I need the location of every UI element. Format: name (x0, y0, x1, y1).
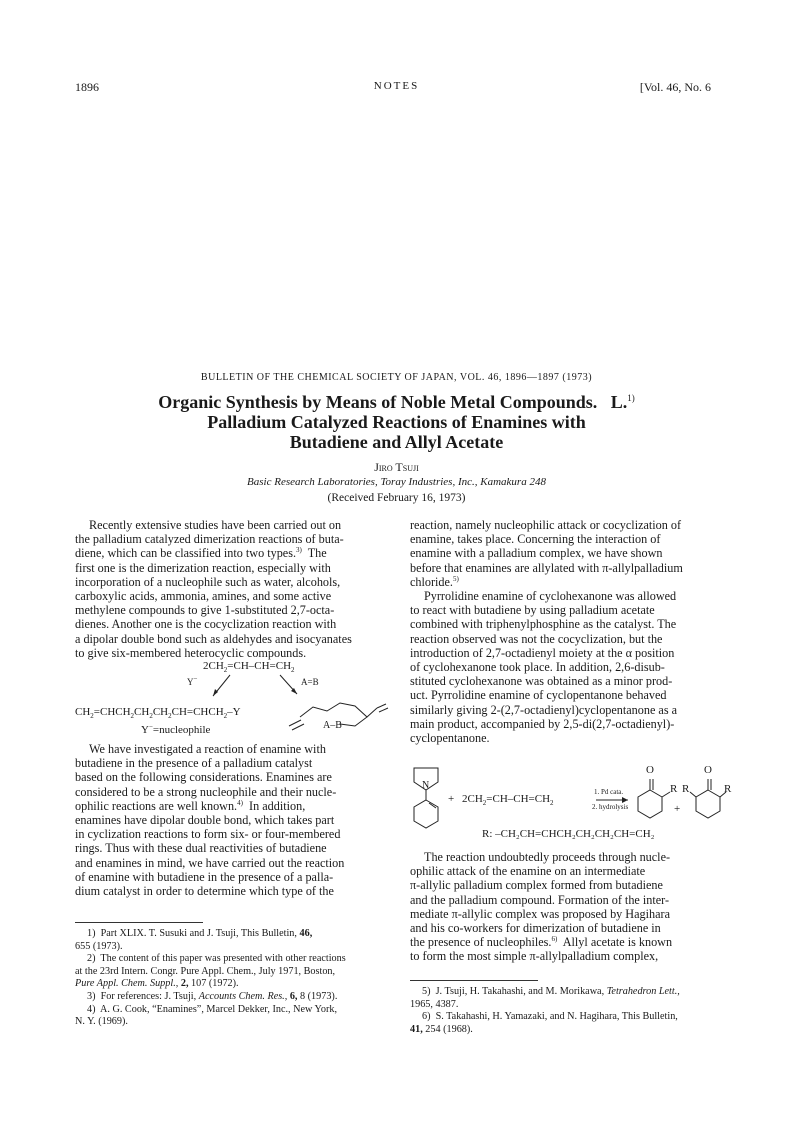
nucleophile-label: Y− (187, 675, 198, 687)
left-column-paragraph-1: Recently extensive studies have been carried out on the palladium catalyzed dimerization reactions of buta- diene, which can be classified into two types.$^{3)}$ The first one is the dimerization reaction, especially with incorporation of a nucleophile such as water, alcohols, carboxylic acids, ammonia, amines, and some active methylene compounds to give 1-substituted 2,7-octa- dienes. Another one is the cocyclization reaction with a dipolar double bond such as aldehydes and isocyanates to give six-membered heterocyclic compounds. (75, 518, 352, 660)
butadiene-formula: $2CH_2=CH-CH=CH_2$ (203, 660, 295, 675)
oxygen-label-1: O (646, 764, 654, 776)
section-header: NOTES (373, 80, 420, 92)
butadiene-reagent: $2CH_2=CH-CH=CH_2$ (462, 793, 554, 808)
title-line-3: Butadiene and Allyl Acetate (289, 432, 504, 452)
r-group-definition: R: –CH₂CH=CHCH₂CH₂CH₂CH=CH₂ (482, 828, 655, 840)
title-line-2: Palladium Catalyzed Reactions of Enamines with (207, 412, 586, 432)
oxygen-label-2: O (704, 764, 712, 776)
dipolar-label: A=B (301, 677, 319, 687)
right-footnotes: 5) J. Tsuji, H. Takahashi, and M. Morikawa, Tetrahedron Lett., 1965, 4387. 6) S. Takahashi, H. Yamazaki, and N. Hagihara, This Bulletin, 41, 254 (1968). (410, 986, 732, 1036)
footnote-3: 3) For references: J. Tsuji, Accounts Chem. Res., 6, 8 (1973). (87, 990, 338, 1002)
scheme-1-arrows (75, 660, 395, 742)
step-2-label: 2. hydrolysis (592, 803, 629, 811)
received-date: (Received February 16, 1973) (327, 492, 466, 504)
page-number: 1896 (75, 80, 99, 94)
r-group-label-2: R (682, 783, 690, 795)
footnote-2: 2) The content of this paper was presented with other reactions (87, 953, 346, 965)
plus-sign-2: + (674, 803, 681, 815)
right-column-paragraph-2: Pyrrolidine enamine of cyclohexanone was allowed to react with butadiene by using palladium acetate combined with triphenylphosphine as the catalyst. The reaction observed was not the cocyclization, but the introduction of 2,7-octadienyl moiety at the α position of cyclohexanone took place. In addition, 2,6-disub- stituted cyclohexanone was obtained as a minor prod- uct. Pyrrolidine enamine of cyclopentanone behaved similarly giving 2-(2,7-octadienyl)cyclopentanone as a main product, accompanied by 2,5-di(2,7-octadienyl)- cyclopentanone. (410, 589, 678, 746)
plus-sign-1: + (448, 793, 455, 805)
volume-info: [Vol. 46, No. 6 (639, 80, 711, 94)
r-group-label-3: R (724, 783, 732, 795)
right-column-paragraph-1: reaction, namely nucleophilic attack or cocyclization of enamine, takes place. Concerning the interaction of enamine with a palladium complex, we have shown before that enamines are allylated with π-allylpalladium chloride.$^{5)}$ (410, 518, 683, 589)
nucleophile-note: Y−=nucleophile (141, 722, 211, 736)
footnote-divider-right (410, 980, 538, 981)
footnote-6: 6) S. Takahashi, H. Yamazaki, and N. Hagihara, This Bulletin, (422, 1011, 678, 1023)
author-name: Jiro Tsuji (374, 460, 419, 474)
footnote-1: 1) Part XLIX. T. Susuki and J. Tsuji, This Bulletin, 46, (87, 928, 313, 939)
left-footnotes: 1) Part XLIX. T. Susuki and J. Tsuji, This Bulletin, 46, 655 (1973). 2) The content of this paper was presented with other reactions at the 23rd Intern. Congr. Pure Appl. Chem., July 1971, Boston, Pure Appl. Chem. Suppl., 2, 107 (1972). 3) For references: J. Tsuji, Accounts Chem. Res., 6, 8 (1973). 4) A. G. Cook, “Enamines”, Marcel Dekker, Inc., New York, N. Y. (1969). (75, 928, 395, 1029)
scheme-enamine-reaction (410, 760, 732, 845)
footnote-5: 5) J. Tsuji, H. Takahashi, and M. Morikawa, Tetrahedron Lett., (422, 986, 680, 997)
linear-product-formula: $CH_2=CHCH_2CH_2CH_2CH=CHCH_2-Y$ (75, 706, 241, 721)
scheme-dimerization (75, 660, 395, 742)
step-1-label: 1. Pd cata. (594, 788, 624, 796)
footnote-divider-left (75, 922, 203, 923)
right-column-paragraph-3: The reaction undoubtedly proceeds through nucle- ophilic attack of the enamine on an intermediate π-allylic palladium complex formed from butadiene and the palladium compound. Formation of the inter- mediate π-allylic complex was proposed by Hagihara and his co-workers for dimerization of butadiene in the presence of nucleophiles.$^{6)}$ Allyl acetate is known to form the most simple π-allylpalladium complex, (410, 850, 673, 964)
r-group-label-1: R (670, 783, 678, 795)
journal-line: BULLETIN OF THE CHEMICAL SOCIETY OF JAPAN, VOL. 46, 1896—1897 (1973) (200, 372, 593, 383)
title-series-number: L. (610, 392, 628, 412)
article-title (100, 392, 693, 452)
title-footnote-ref: 1) (627, 393, 635, 403)
left-column-paragraph-2: We have investigated a reaction of enamine with butadiene in the presence of a palladium catalyst based on the following considerations. Enamines are considered to be a strong nucleophile and their nucle- ophilic reactions are well known.$^{4)}$ In addition, enamines have dipolar double bond, which takes part in cyclization reactions to form six- or four-membered rings. Thus with these dual reactivities of butadiene and enamines in mind, we have carried out the reaction of enamine with butadiene in the presence of a palla- dium catalyst in order to determine which type of the (75, 742, 345, 899)
title-line-1: Organic Synthesis by Means of Noble Metal Compounds. (158, 392, 598, 412)
footnote-4: 4) A. G. Cook, “Enamines”, Marcel Dekker, Inc., New York, (87, 1003, 337, 1015)
ring-product-label: A–B (323, 720, 342, 731)
affiliation: Basic Research Laboratories, Toray Industries, Inc., Kamakura 248 (247, 476, 546, 488)
nitrogen-label: N (422, 780, 430, 791)
